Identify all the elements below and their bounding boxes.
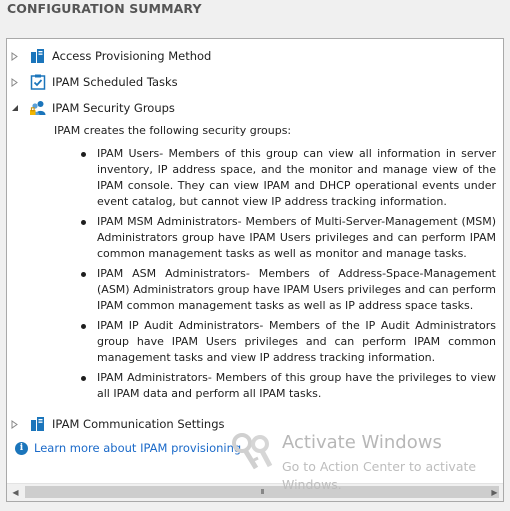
expand-arrow-icon[interactable] [10,51,19,61]
summary-panel [6,38,504,502]
security-group-description: IPAM Users- Members of this group can view all information in server inventory, IP address space, and the monitor and manage view of the IPAM console. They can view IPAM and DHCP operational events under event catalog, but cannot view IP address tracking information. [97,147,496,208]
server-icon [29,47,47,65]
tree-node-label: IPAM Scheduled Tasks [52,75,178,89]
horizontal-scrollbar[interactable] [7,483,503,501]
bullet-icon [81,272,86,277]
bullet-icon [81,152,86,157]
security-group-description: IPAM IP Audit Administrators- Members of the IP Audit Administrators group have IPAM Users privileges and can perform IPAM common management tasks and view IP address tracking information. [97,319,496,364]
tree-node-scheduled-tasks[interactable] [7,72,487,92]
page-title: CONFIGURATION SUMMARY [7,1,202,16]
security-groups-list [54,146,496,402]
watermark-subtitle: Go to Action Center to activate Windows. [282,459,477,492]
bullet-icon [81,376,86,381]
scroll-right-icon[interactable]: ▶ [491,488,498,497]
scroll-left-icon[interactable]: ◀ [12,488,19,497]
users-group-icon [29,99,47,117]
bullet-icon [81,220,86,225]
list-item [54,370,496,402]
tree-node-label: IPAM Communication Settings [52,417,225,431]
security-groups-intro: IPAM creates the following security groups: [54,124,292,137]
list-item [54,146,496,210]
expand-arrow-icon[interactable] [10,77,19,87]
server-icon [29,415,47,433]
tree-node-access-provisioning[interactable] [7,46,487,66]
security-group-description: IPAM MSM Administrators- Members of Multi-Server-Management (MSM) Administrators group have IPAM Users privileges and can perform IPAM common management tasks as well as monitor and manage tasks. [97,215,496,260]
learn-more-link[interactable]: Learn more about IPAM provisioning [34,441,242,455]
security-group-description: IPAM Administrators- Members of this group have the privileges to view all IPAM data and perform all IPAM tasks. [97,371,496,400]
info-icon: i [15,442,28,455]
watermark-title: Activate Windows [282,432,442,453]
list-item [54,318,496,366]
scrollbar-thumb[interactable]: III [25,486,499,498]
expand-arrow-icon[interactable] [10,419,19,429]
learn-more-row [12,441,492,457]
list-item [54,266,496,314]
tree-node-label: Access Provisioning Method [52,49,212,63]
bullet-icon [81,324,86,329]
tree-node-communication-settings[interactable] [7,414,487,434]
list-item [54,214,496,262]
security-groups-content [54,123,496,406]
task-checklist-icon [29,73,47,91]
collapse-arrow-icon[interactable] [10,103,19,113]
tree-node-label: IPAM Security Groups [52,101,175,115]
tree-node-security-groups[interactable] [7,98,487,118]
security-group-description: IPAM ASM Administrators- Members of Address-Space-Management (ASM) Administrators group have IPAM Users privileges and can perform IPAM common management tasks as well as IP address space tasks. [97,267,496,312]
